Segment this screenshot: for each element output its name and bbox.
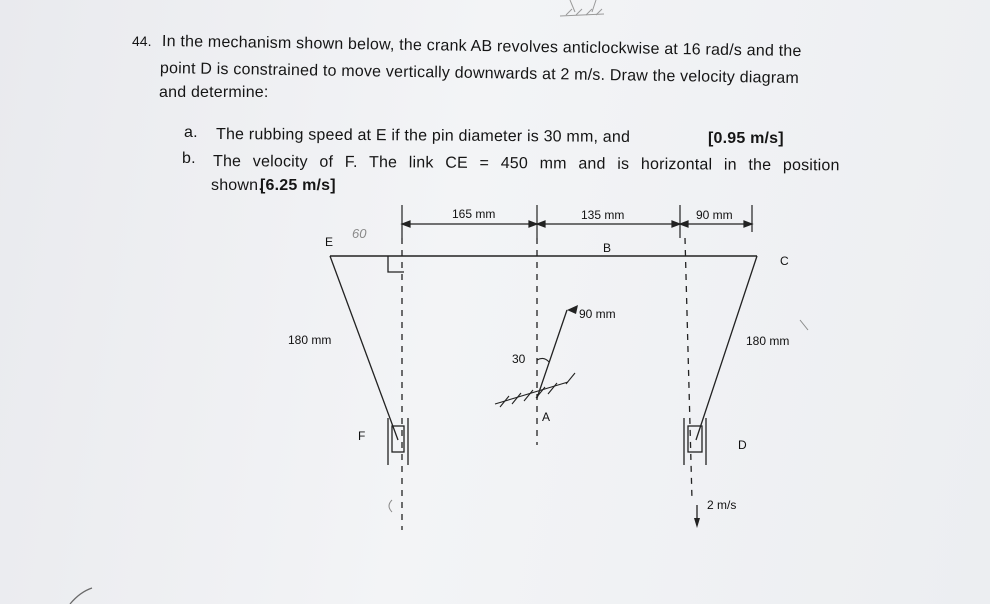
pencil-mark-bottom [70,588,92,604]
dim-90-ab-label: 90 mm [579,307,616,321]
part-b-cont: shown. [211,177,263,194]
label-d: D [738,438,747,452]
dim-180-right-label: 180 mm [746,334,790,348]
crank-ab [537,310,567,398]
label-a: A [542,410,551,424]
velocity-d-label: 2 m/s [707,498,737,512]
part-a-label: a. [184,124,198,141]
handwritten-60: 60 [352,226,367,241]
dim-180-left-label: 180 mm [288,333,332,347]
dashed-guides [402,238,692,530]
part-a-answer: [0.95 m/s] [708,130,784,147]
pencil-mark-left [389,500,392,512]
link-cd [696,256,757,440]
ground-hatch-a [495,373,575,407]
label-e: E [325,235,334,249]
angle-arc [537,358,549,362]
dim-90-top-label: 90 mm [696,208,733,222]
top-ground-hatch [560,0,604,16]
part-b-text: The velocity of F. The link CE = 450 mm and is horizontal in the position [212,153,840,175]
slider-d [684,418,706,465]
angle-30-label: 30 [512,352,526,366]
question-line-3: and determine: [159,84,269,101]
pencil-mark-right [800,320,808,330]
question-line-1: In the mechanism shown below, the crank AB revolves anticlockwise at 16 rad/s and the [161,33,802,61]
part-b-label: b. [182,150,196,167]
question-line-2: point D is constrained to move vertically downwards at 2 m/s. Draw the velocity diagram [159,60,800,88]
label-f: F [358,429,366,443]
dim-165-label: 165 mm [452,207,496,221]
velocity-arrowhead-d [694,518,700,528]
label-b: B [603,241,612,255]
label-c: C [780,254,789,268]
link-ef [330,256,398,440]
arrow-90mm [567,305,578,314]
part-b-answer: [6.25 m/s] [260,177,336,194]
question-number: 44. [132,33,152,49]
dim-135-label: 135 mm [581,208,625,222]
part-a-text: The rubbing speed at E if the pin diameter is 30 mm, and [215,126,631,146]
slider-f [388,418,408,465]
